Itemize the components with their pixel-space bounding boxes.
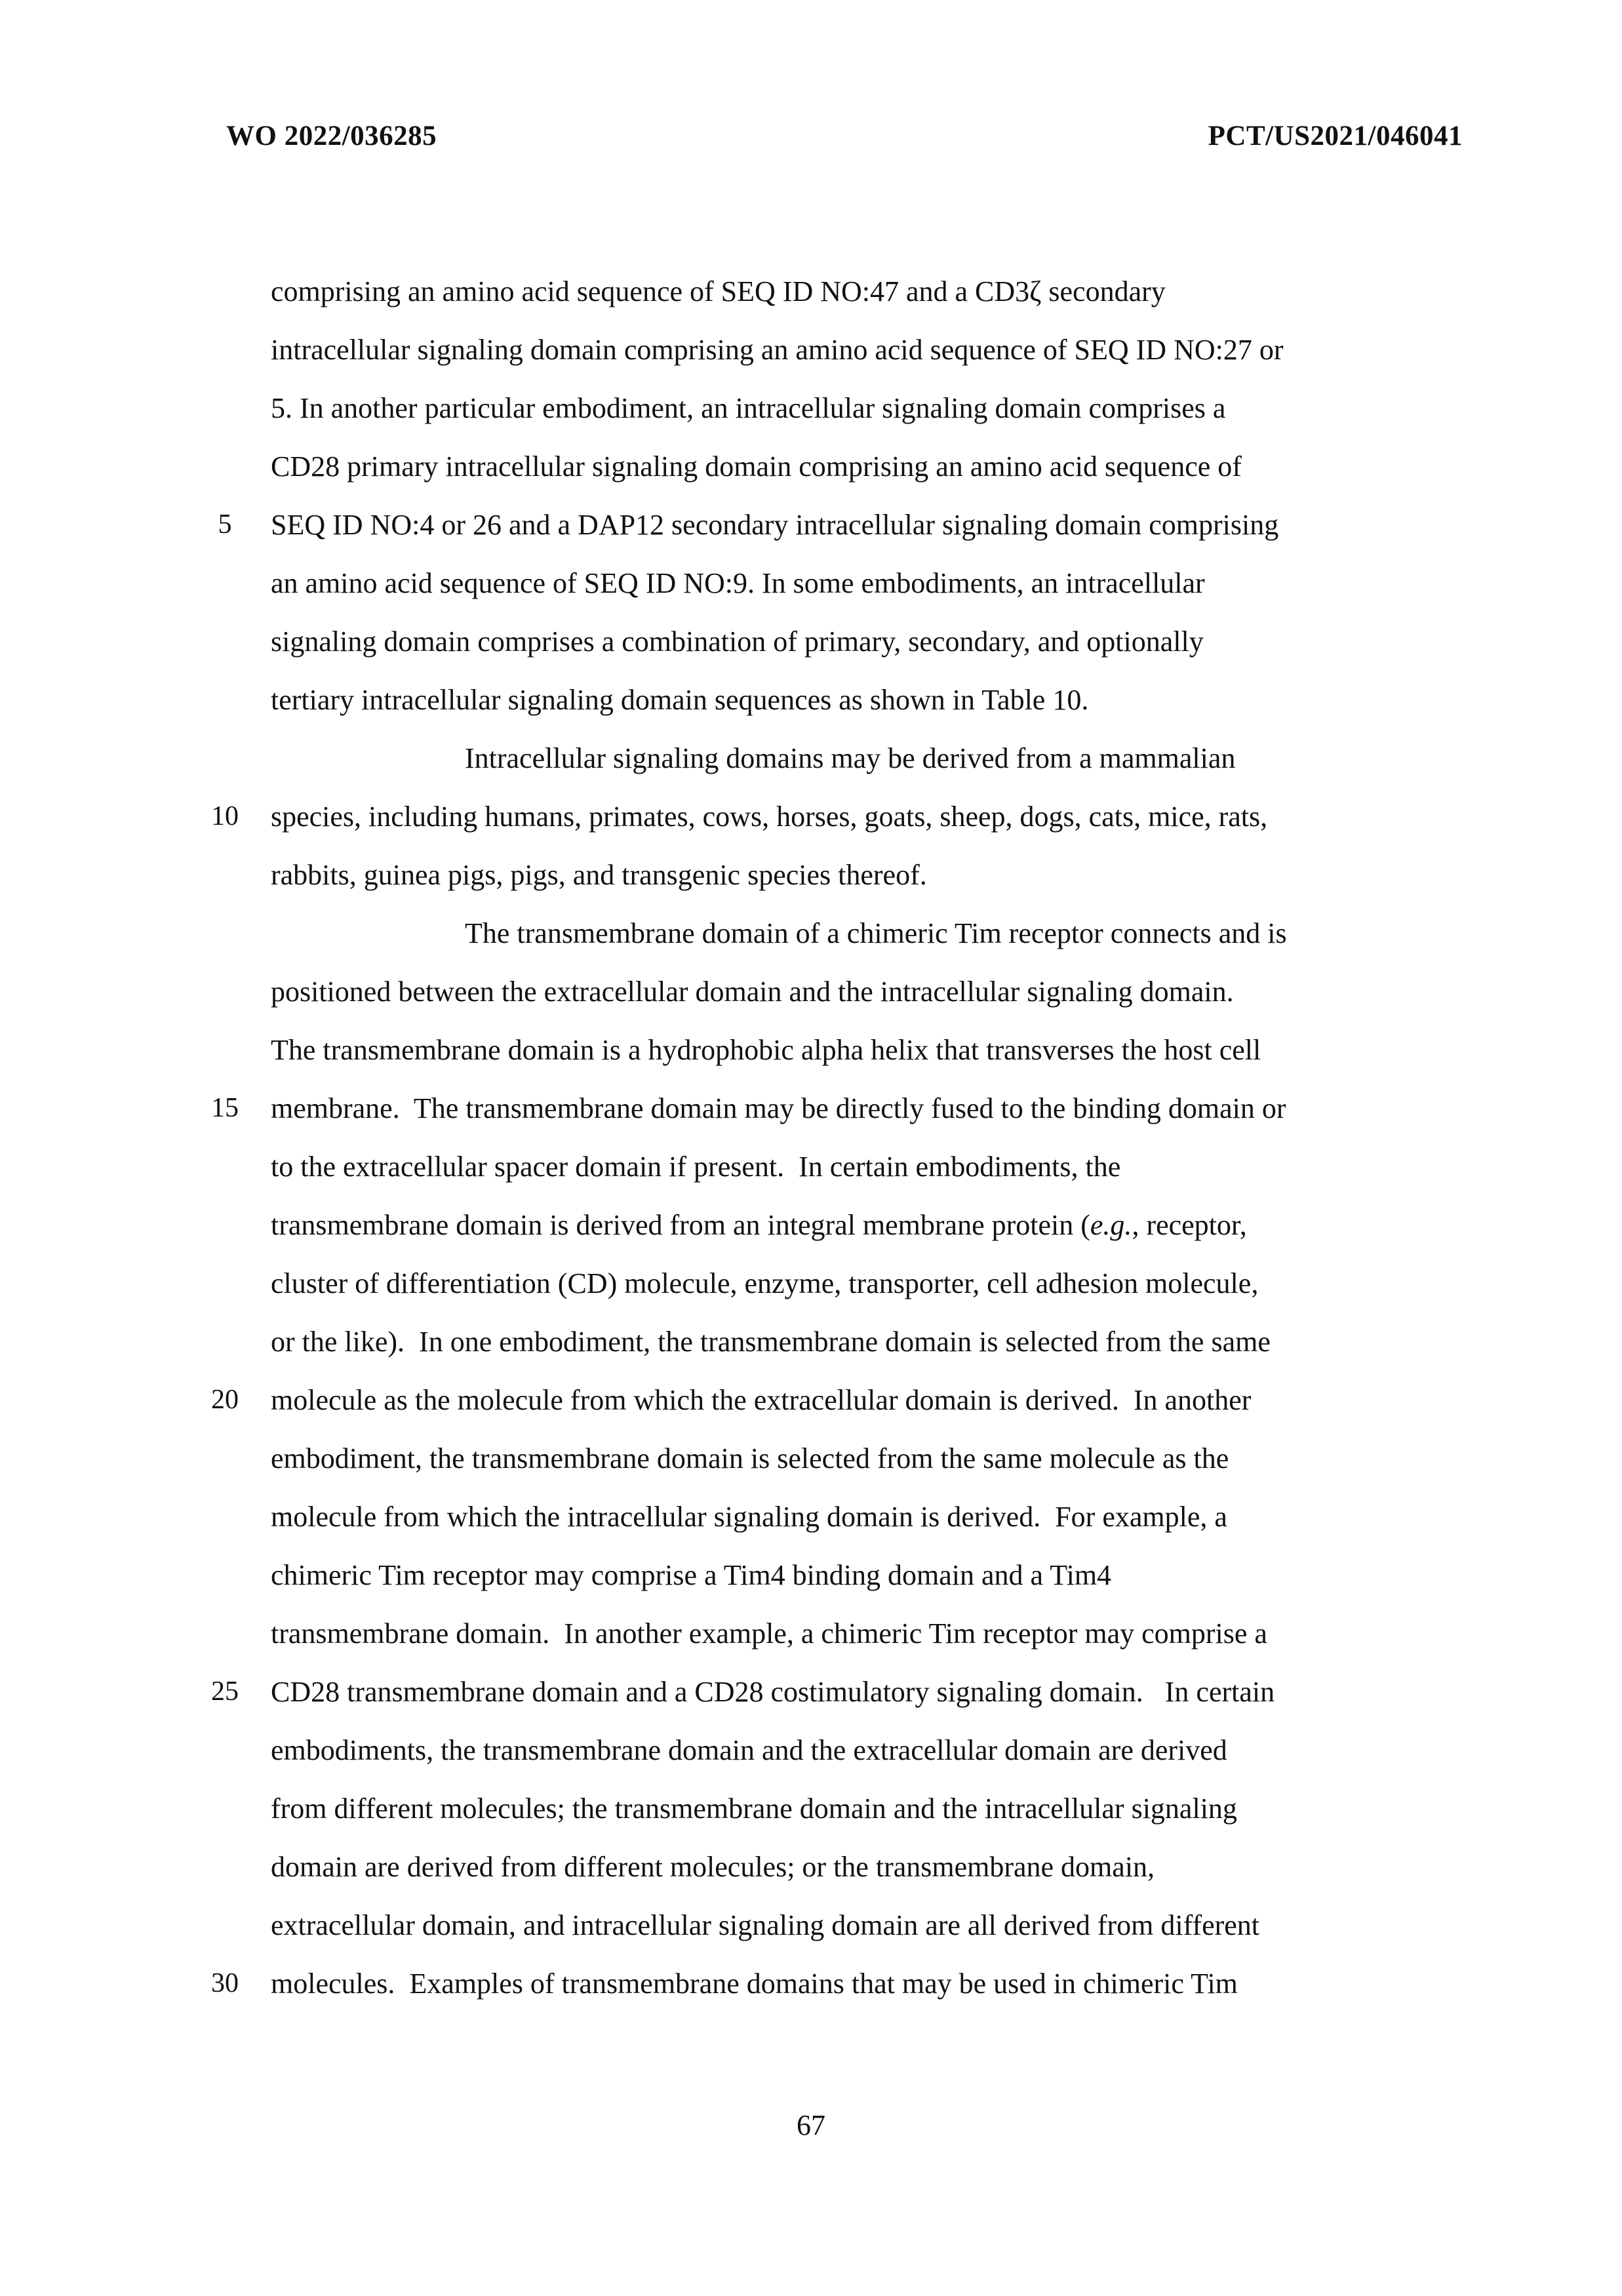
line-number: 5 xyxy=(218,509,232,540)
text-line xyxy=(271,904,1451,962)
text-line xyxy=(271,1546,1451,1604)
line-text: to the extracellular spacer domain if present. In certain embodiments, the xyxy=(271,1151,1121,1183)
line-number: 25 xyxy=(211,1676,239,1707)
line-text: CD28 primary intracellular signaling domain comprising an amino acid sequence of xyxy=(271,450,1242,483)
line-text: tertiary intracellular signaling domain sequences as shown in Table 10. xyxy=(271,684,1089,716)
text-line xyxy=(271,671,1451,729)
text-line xyxy=(271,1429,1451,1488)
line-number: 20 xyxy=(211,1385,239,1415)
body-text xyxy=(211,262,1451,2013)
line-text: The transmembrane domain of a chimeric Tim receptor connects and is xyxy=(465,917,1287,949)
text-line xyxy=(271,1721,1451,1779)
text-line xyxy=(271,1196,1451,1254)
line-text: SEQ ID NO:4 or 26 and a DAP12 secondary intracellular signaling domain comprising xyxy=(271,509,1279,541)
text-line xyxy=(271,846,1451,904)
text-line xyxy=(211,1079,1451,1138)
line-text: extracellular domain, and intracellular signaling domain are all derived from different xyxy=(271,1909,1260,1941)
text-line xyxy=(218,496,1451,554)
line-text: rabbits, guinea pigs, pigs, and transgenic species thereof. xyxy=(271,859,927,891)
line-number: 30 xyxy=(211,1968,239,1998)
text-line xyxy=(271,1254,1451,1313)
text-line xyxy=(271,437,1451,496)
text-line xyxy=(271,729,1451,787)
line-text: cluster of differentiation (CD) molecule, enzyme, transporter, cell adhesion molecule, xyxy=(271,1267,1259,1299)
line-text: or the like). In one embodiment, the transmembrane domain is selected from the same xyxy=(271,1326,1271,1358)
line-text: membrane. The transmembrane domain may be directly fused to the binding domain or xyxy=(271,1092,1286,1124)
line-text: transmembrane domain. In another example, a chimeric Tim receptor may comprise a xyxy=(271,1617,1267,1650)
line-text: an amino acid sequence of SEQ ID NO:9. In some embodiments, an intracellular xyxy=(271,567,1205,599)
text-line xyxy=(271,1313,1451,1371)
line-text: transmembrane domain is derived from an integral membrane protein (e.g., receptor, xyxy=(271,1209,1247,1241)
line-text: molecule from which the intracellular signaling domain is derived. For example, a xyxy=(271,1501,1227,1533)
line-number: 10 xyxy=(211,801,239,831)
text-line xyxy=(271,554,1451,612)
line-text: Intracellular signaling domains may be derived from a mammalian xyxy=(465,742,1236,774)
line-text: chimeric Tim receptor may comprise a Tim4 binding domain and a Tim4 xyxy=(271,1559,1112,1591)
line-text: signaling domain comprises a combination of primary, secondary, and optionally xyxy=(271,625,1204,658)
line-text: embodiment, the transmembrane domain is selected from the same molecule as the xyxy=(271,1442,1229,1475)
text-line xyxy=(271,321,1451,379)
text-line xyxy=(271,262,1451,321)
text-line xyxy=(271,1896,1451,1954)
text-line xyxy=(271,612,1451,671)
line-text: molecule as the molecule from which the extracellular domain is derived. In another xyxy=(271,1384,1252,1416)
text-line xyxy=(211,787,1451,846)
application-number: PCT/US2021/046041 xyxy=(1208,121,1463,151)
line-number: 15 xyxy=(211,1093,239,1123)
text-line xyxy=(211,1954,1451,2013)
line-text: The transmembrane domain is a hydrophobic alpha helix that transverses the host cell xyxy=(271,1034,1261,1066)
line-text: comprising an amino acid sequence of SEQ ID NO:47 and a CD3ζ secondary xyxy=(271,275,1166,307)
text-line xyxy=(271,962,1451,1021)
line-text: from different molecules; the transmembrane domain and the intracellular signaling xyxy=(271,1792,1237,1825)
text-line xyxy=(271,1838,1451,1896)
publication-number: WO 2022/036285 xyxy=(226,121,437,151)
line-text: molecules. Examples of transmembrane domains that may be used in chimeric Tim xyxy=(271,1968,1238,2000)
line-text: 5. In another particular embodiment, an intracellular signaling domain comprises a xyxy=(271,392,1226,424)
text-line xyxy=(271,1488,1451,1546)
text-line xyxy=(271,1021,1451,1079)
text-line xyxy=(271,1138,1451,1196)
text-line xyxy=(211,1371,1451,1429)
line-text: positioned between the extracellular domain and the intracellular signaling domain. xyxy=(271,976,1234,1008)
line-text: species, including humans, primates, cows, horses, goats, sheep, dogs, cats, mice, rats, xyxy=(271,801,1268,833)
line-text: embodiments, the transmembrane domain and the extracellular domain are derived xyxy=(271,1734,1227,1766)
page-header xyxy=(226,119,1463,153)
text-line xyxy=(271,379,1451,437)
text-line xyxy=(271,1779,1451,1838)
page-number: 67 xyxy=(797,2109,825,2141)
line-text: CD28 transmembrane domain and a CD28 costimulatory signaling domain. In certain xyxy=(271,1676,1275,1708)
line-text: intracellular signaling domain comprising an amino acid sequence of SEQ ID NO:27 or xyxy=(271,334,1284,366)
line-text: domain are derived from different molecules; or the transmembrane domain, xyxy=(271,1851,1155,1883)
text-line xyxy=(271,1604,1451,1663)
text-line xyxy=(211,1663,1451,1721)
